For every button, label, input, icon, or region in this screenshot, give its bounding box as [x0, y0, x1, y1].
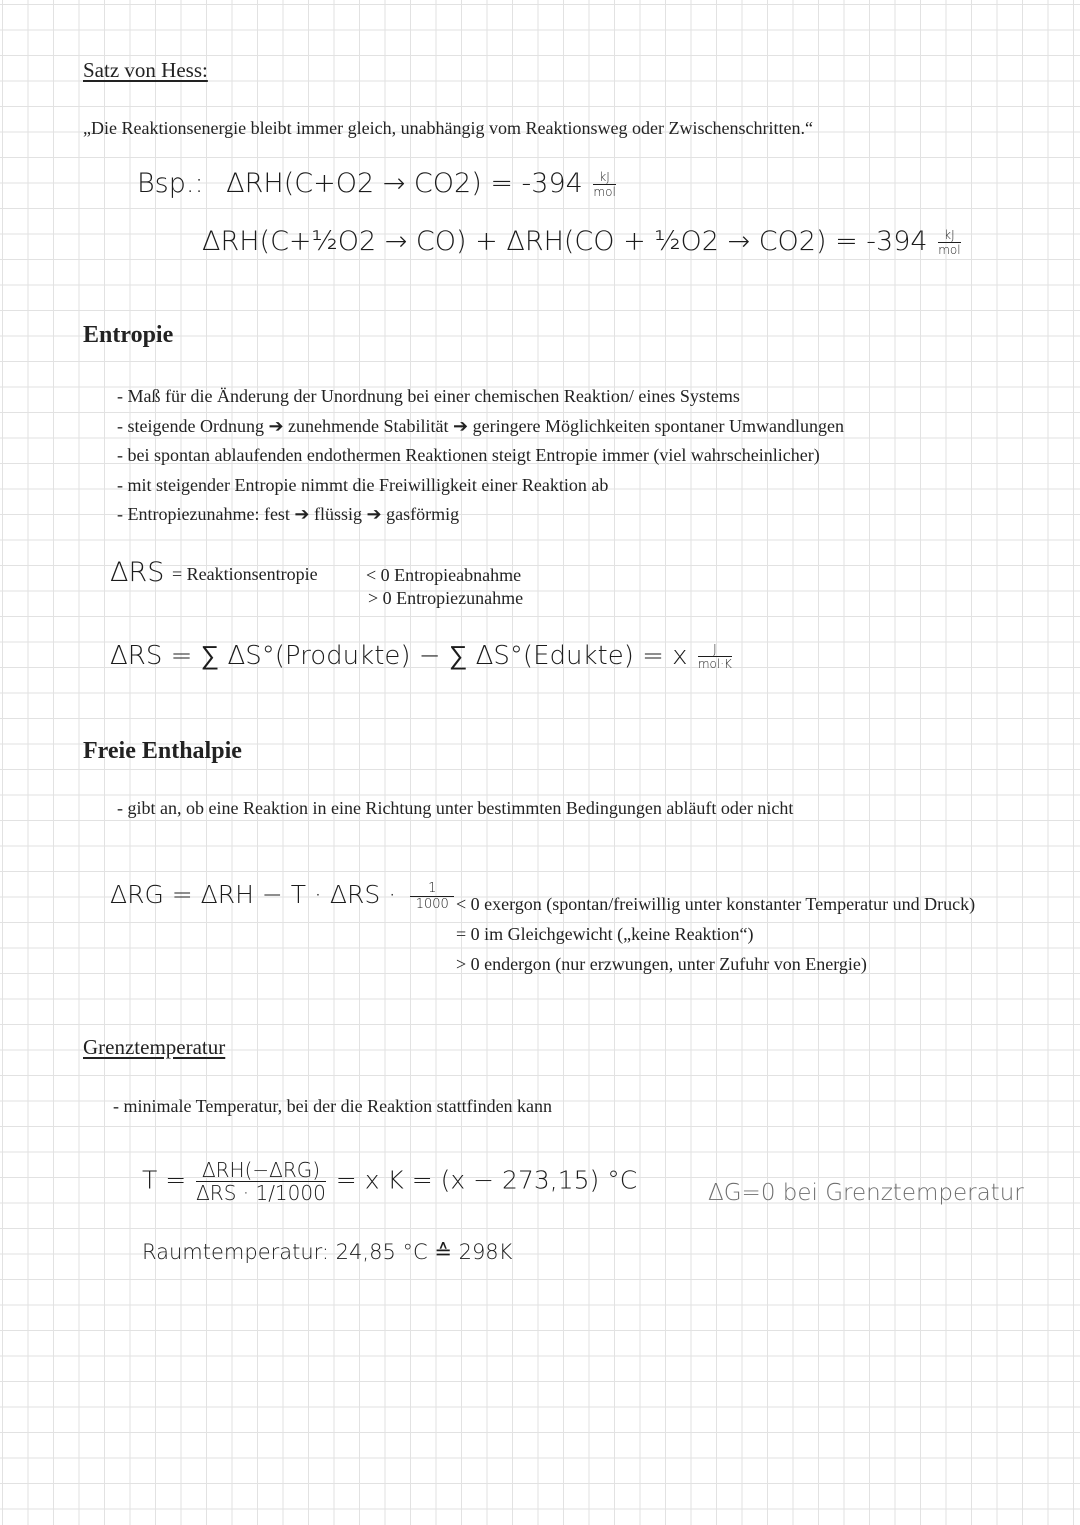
list-item: - steigende Ordnung ➔ zunehmende Stabilität ➔ geringere Möglichkeiten spontaner Umwandlungen: [117, 415, 844, 436]
unit-den: mol: [938, 243, 961, 257]
grenz-formula-rhs: = x K = (x − 273,15) °C: [335, 1165, 638, 1195]
condition-item: < 0 exergon (spontan/freiwillig unter konstanter Temperatur und Druck): [456, 894, 976, 914]
hess-eq2: ΔRH(C+½O2 → CO) + ΔRH(CO + ½O2 → CO2) = -394: [202, 226, 928, 257]
frac-num: 1: [410, 882, 454, 897]
list-item: - Maß für die Änderung der Unordnung bei einer chemischen Reaktion/ eines Systems: [117, 386, 740, 406]
hess-eq2-line: [202, 226, 963, 257]
grenz-side-note: ΔG=0 bei Grenztemperatur: [708, 1180, 1024, 1206]
unit-den: mol·K: [697, 657, 732, 671]
entropy-formula-unit: [698, 643, 732, 670]
grenz-formula-fraction: [196, 1160, 326, 1203]
gibbs-formula-line: [110, 880, 456, 911]
hess-eq1: ΔRH(C+O2 → CO2) = -394: [226, 168, 583, 199]
condition-item: = 0 im Gleichgewicht („keine Reaktion“): [456, 924, 754, 944]
entropy-formula-line: [110, 640, 734, 671]
room-temperature: Raumtemperatur: 24,85 °C ≙ 298K: [142, 1240, 513, 1264]
freie-enthalpie-bullet: - gibt an, ob eine Reaktion in eine Richtung unter bestimmten Bedingungen abläuft oder nicht: [117, 798, 794, 818]
freie-enthalpie-heading: Freie Enthalpie: [83, 738, 242, 764]
list-item: - Entropiezunahme: fest ➔ flüssig ➔ gasförmig: [117, 504, 460, 525]
condition-item: > 0 Entropiezunahme: [368, 588, 524, 608]
hess-quote: „Die Reaktionsenergie bleibt immer gleich, unabhängig vom Reaktionsweg oder Zwischenschritten.“: [83, 118, 813, 138]
frac-den: 1000: [415, 896, 449, 912]
condition-item: > 0 endergon (nur erzwungen, unter Zufuhr von Energie): [456, 954, 867, 974]
grenz-formula-line: [142, 1160, 637, 1203]
unit-num: kJ: [938, 229, 960, 243]
entropy-conditions: [366, 564, 523, 610]
unit-den: mol: [593, 185, 616, 199]
frac-den: ΔRS · 1/1000: [196, 1181, 326, 1205]
gibbs-formula: ΔRG = ΔRH − T · ΔRS ·: [110, 880, 397, 909]
gibbs-formula-fraction: [410, 882, 454, 911]
grenztemperatur-bullet: - minimale Temperatur, bei der die Reaktion stattfinden kann: [113, 1096, 553, 1116]
entropie-heading: Entropie: [83, 322, 174, 348]
unit-num: kJ: [593, 171, 615, 185]
hess-eq2-unit: [938, 229, 960, 256]
hess-example-line: [137, 168, 618, 199]
condition-item: < 0 Entropieabnahme: [366, 565, 522, 585]
list-item: - bei spontan ablaufenden endothermen Reaktionen steigt Entropie immer (viel wahrscheinlicher): [117, 445, 820, 466]
entropy-symbol: ΔRS: [110, 557, 165, 588]
entropie-bullet-list: [117, 382, 844, 530]
grenztemperatur-heading: Grenztemperatur: [83, 1035, 226, 1059]
hess-eq1-unit: [593, 171, 615, 198]
entropy-formula: ΔRS = ∑ ΔS°(Produkte) − ∑ ΔS°(Edukte) = x: [110, 641, 688, 671]
example-label: Bsp.:: [137, 168, 204, 199]
unit-num: J: [698, 643, 732, 657]
list-item: - mit steigender Entropie nimmt die Freiwilligkeit einer Reaktion ab: [117, 474, 609, 495]
entropy-definition: = Reaktionsentropie: [172, 564, 318, 584]
hess-heading: Satz von Hess:: [83, 58, 208, 82]
frac-num: ΔRH(−ΔRG): [196, 1160, 326, 1182]
gibbs-conditions: [456, 889, 975, 979]
grenz-formula-lhs: T =: [142, 1165, 187, 1195]
